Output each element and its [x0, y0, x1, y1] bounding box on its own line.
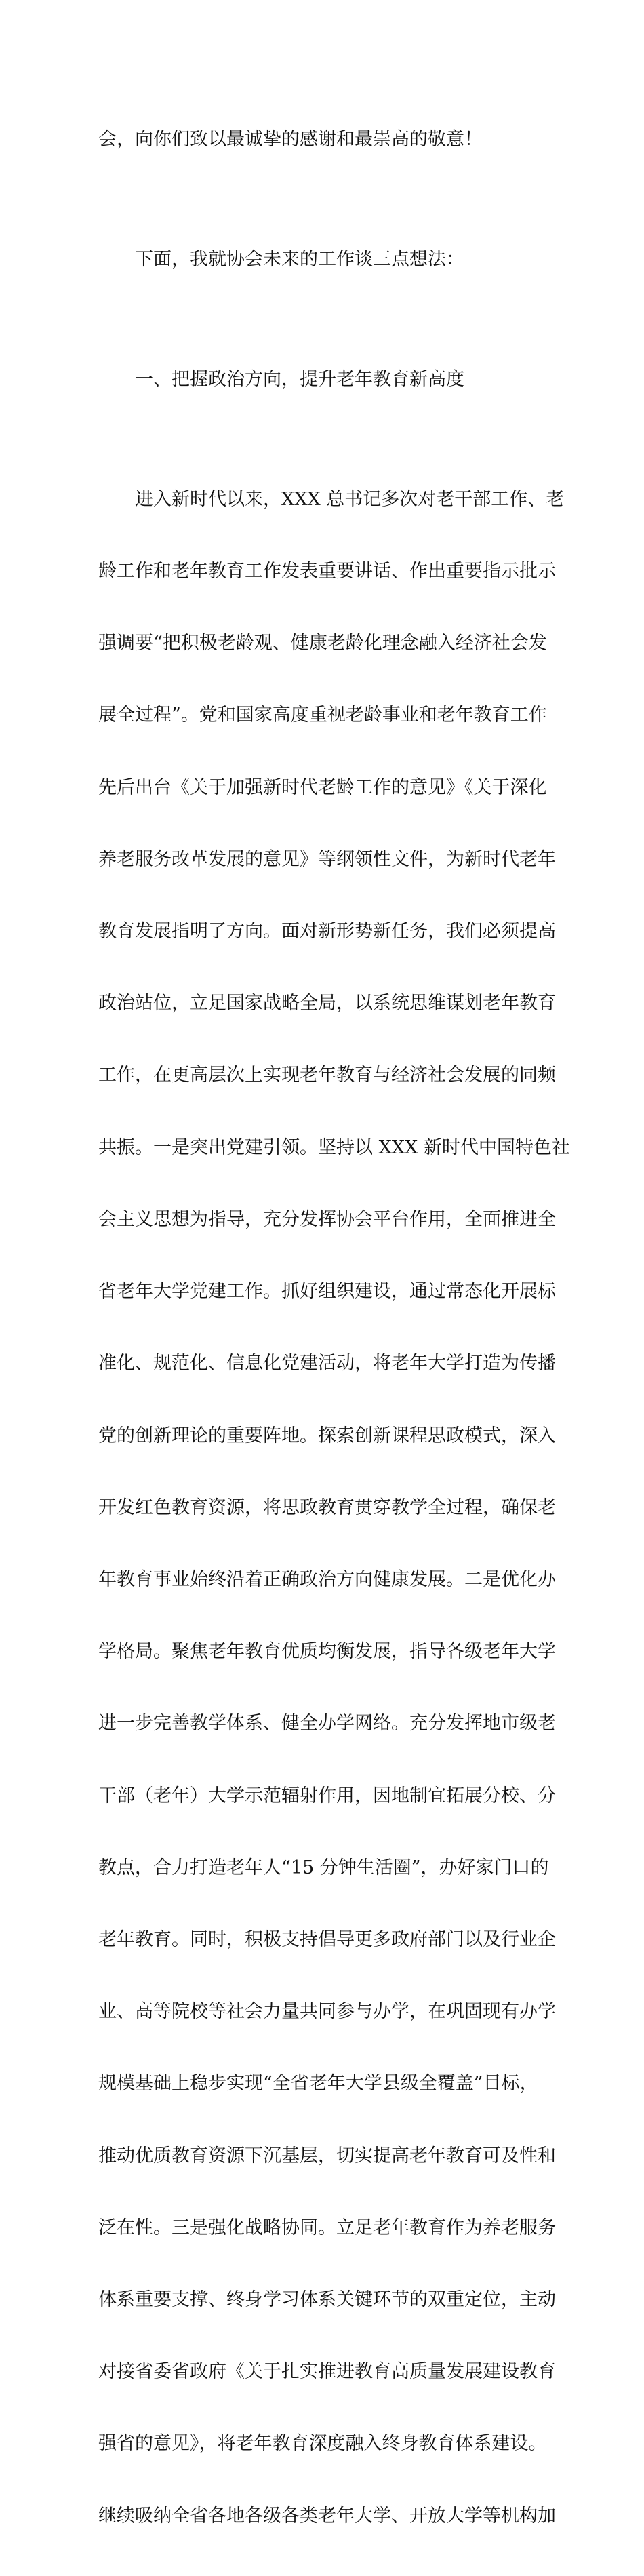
text-line: 老年教育。同时，积极支持倡导更多政府部门以及行业企 [98, 1928, 556, 1950]
text-line: 年教育事业始终沿着正确政治方向健康发展。二是优化办 [98, 1568, 556, 1590]
text-line: 推动优质教育资源下沉基层，切实提高老年教育可及性和 [98, 2145, 556, 2166]
document-body [98, 79, 570, 2576]
text-line: 展全过程”。党和国家高度重视老龄事业和老年教育工作 [98, 705, 547, 726]
text-line: 下面，我就协会未来的工作谈三点想法： [98, 248, 464, 270]
paragraph-intro [98, 199, 549, 319]
text-line: 学格局。聚焦老年教育优质均衡发展，指导各级老年大学 [98, 1641, 556, 1663]
text-line: 省老年大学党建工作。抓好组织建设，通过常态化开展标 [98, 1281, 556, 1303]
text-line: 业、高等院校等社会力量共同参与办学，在巩固现有办学 [98, 2001, 556, 2023]
text-line: 干部（老年）大学示范辐射作用，因地制宜拓展分校、分 [98, 1785, 556, 1806]
text-line: 党的创新理论的重要阵地。探索创新课程思政模式，深入 [98, 1425, 556, 1446]
text-line: 教点，合力打造老年人“15 分钟生活圈”，办好家门口的 [98, 1857, 549, 1878]
text-line: 教育发展指明了方向。面对新形势新任务，我们必须提高 [98, 921, 556, 943]
section-heading [98, 319, 549, 439]
text-line: 龄工作和老年教育工作发表重要讲话、作出重要指示批示 [98, 561, 556, 582]
text-line: 进一步完善教学体系、健全办学网络。充分发挥地市级老 [98, 1713, 556, 1735]
text-line: 进入新时代以来，XXX 总书记多次对老干部工作、老 [98, 488, 565, 510]
text-line: 规模基础上稳步实现“全省老年大学县级全覆盖”目标， [98, 2073, 538, 2095]
text-line: 强省的意见》，将老年教育深度融入终身教育体系建设。 [98, 2433, 547, 2455]
text-line: 开发红色教育资源，将思政教育贯穿教学全过程，确保老 [98, 1497, 556, 1518]
text-line: 共振。一是突出党建引领。坚持以 XXX 新时代中国特色社 [98, 1136, 570, 1158]
text-line: 先后出台《关于加强新时代老龄工作的意见》《关于深化 [98, 776, 547, 798]
text-line: 对接省委省政府《关于扎实推进教育高质量发展建设教育 [98, 2361, 556, 2383]
text-line: 养老服务改革发展的意见》等纲领性文件，为新时代老年 [98, 848, 556, 870]
text-line: 继续吸纳全省各地各级各类老年大学、开放大学等机构加 [98, 2505, 556, 2527]
text-line: 工作，在更高层次上实现老年教育与经济社会发展的同频 [98, 1065, 556, 1086]
text-line: 会，向你们致以最诚挚的感谢和最崇高的敬意！ [98, 128, 483, 150]
text-line: 准化、规范化、信息化党建活动，将老年大学打造为传播 [98, 1353, 556, 1374]
paragraph-body [98, 439, 570, 2576]
paragraph-closing-thanks [98, 79, 549, 199]
heading-line: 一、把握政治方向，提升老年教育新高度 [98, 368, 464, 390]
text-line: 政治站位，立足国家战略全局，以系统思维谋划老年教育 [98, 993, 556, 1014]
text-line: 会主义思想为指导，充分发挥协会平台作用，全面推进全 [98, 1208, 556, 1230]
text-line: 体系重要支撑、终身学习体系关键环节的双重定位，主动 [98, 2288, 556, 2310]
text-line: 泛在性。三是强化战略协同。立足老年教育作为养老服务 [98, 2217, 556, 2238]
text-line: 强调要“把积极老龄观、健康老龄化理念融入经济社会发 [98, 633, 547, 654]
